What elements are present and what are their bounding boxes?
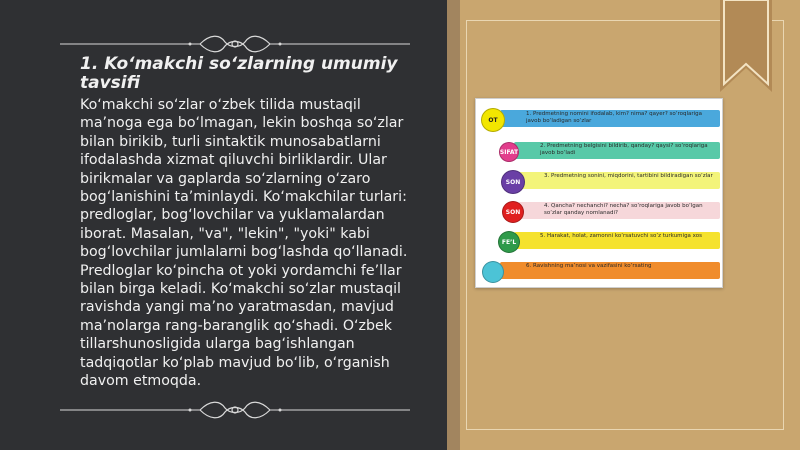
- infographic-badge: [482, 261, 504, 283]
- infographic-row: 6. Ravishning ma’nosi va vazifasini ko‘rsating: [500, 262, 720, 279]
- infographic-badge: SIFAT: [499, 142, 519, 162]
- infographic-row: 2. Predmetning belgisini bildirib, qanday? qaysi? so‘roqlariga javob bo‘ladi: [514, 142, 720, 159]
- page-title: 1. Ko‘makchi so‘zlarning umumiy tavsifi: [80, 54, 398, 93]
- infographic-row: 3. Predmetning sonini, miqdorini, tartibini bildiradigan so‘zlar: [518, 172, 720, 189]
- infographic-badge: SON: [501, 170, 525, 194]
- bookmark-ribbon-icon: [718, 0, 774, 96]
- infographic-badge: OT: [481, 108, 505, 132]
- infographic-row: 4. Qancha? nechanchi? necha? so‘roqlariga javob bo‘lgan so‘zlar qanday nomlanadi?: [518, 202, 720, 219]
- infographic-card: [475, 98, 723, 288]
- infographic-badge: FE’L: [498, 231, 520, 253]
- ornament-bottom-icon: [60, 398, 410, 422]
- infographic-row: 1. Predmetning nomini ifodalab, kim? nima? qayer? so‘roqlariga javob bo‘ladigan so‘zlar: [500, 110, 720, 127]
- ornament-top-icon: [60, 32, 410, 56]
- infographic-badge: SON: [502, 201, 524, 223]
- body-text: Ko‘makchi so‘zlar o‘zbek tilida mustaqil ma’noga ega bo‘lmagan, lekin boshqa so‘zlar bilan birikib, turli sintaktik munosabatlarni ifodalashda xizmat qiluvchi birliklardir. Ular birikmalar va gaplarda so‘zlarning o‘zaro bog‘lanishini ta’minlaydi. Ko‘makchilar turlari: predloglar, bog‘lovchilar va yuklamalardan iborat. Masalan, "va", "lekin", "yoki" kabi bog‘lovchilar jumlalarni bog‘lashda qo‘llanadi. Predloglar ko‘pincha ot yoki yordamchi fe’llar bilan birga keladi. Ko‘makchi so‘zlar mustaqil ravishda yangi ma’no yaratmasdan, mavjud ma’nolarga rang-baranglik qo‘shadi. O‘zbek tillarshunosligida ularga bag‘ishlangan tadqiqotlar ko‘plab mavjud bo‘lib, o‘rganish davom etmoqda.: [80, 97, 408, 390]
- infographic-row: 5. Harakat, holat, zamonni ko‘rsatuvchi so‘z turkumiga xos: [514, 232, 720, 249]
